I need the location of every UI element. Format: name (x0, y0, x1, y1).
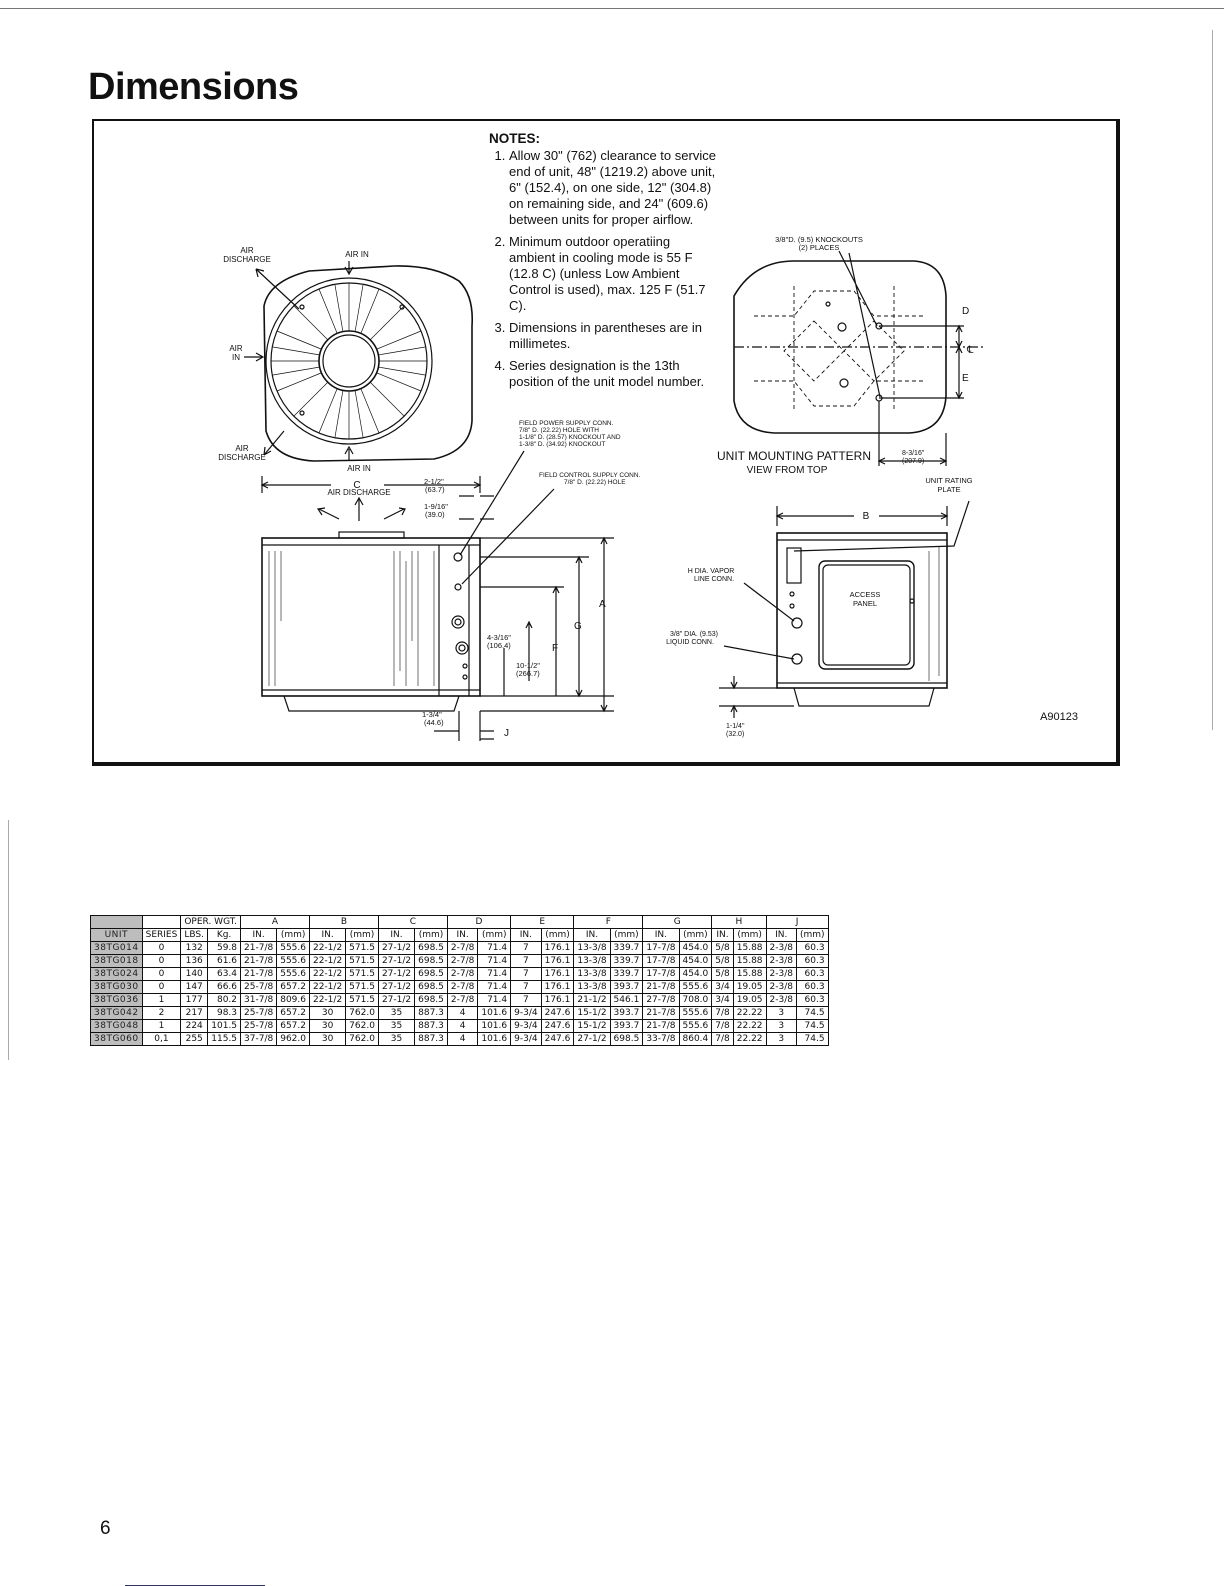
dimension-table (90, 915, 829, 1046)
table-cell: 454.0 (679, 955, 712, 968)
label-air-discharge-side: AIR DISCHARGE (327, 488, 391, 497)
unit-model-cell: 38TG018 (91, 955, 143, 968)
sub-header-cell: (mm) (610, 929, 643, 942)
table-cell: 13-3/8 (574, 942, 610, 955)
group-header-cell: H (712, 916, 766, 929)
note-item: 4. Series designation is the 13th position of the unit model number. (509, 358, 719, 390)
top-scan-rule (0, 8, 1224, 9)
table-cell: 9-3/4 (511, 1007, 541, 1020)
table-cell: 3/4 (712, 994, 733, 1007)
label-air-discharge-top: AIR DISCHARGE (223, 246, 271, 264)
table-cell: 74.5 (796, 1007, 828, 1020)
group-header-cell: G (643, 916, 712, 929)
table-cell: 17-7/8 (643, 968, 679, 981)
table-cell: 71.4 (478, 994, 511, 1007)
table-cell: 22.22 (733, 1020, 766, 1033)
table-cell: 60.3 (796, 955, 828, 968)
table-cell: 71.4 (478, 942, 511, 955)
table-cell: 176.1 (541, 942, 574, 955)
table-cell: 15.88 (733, 942, 766, 955)
table-cell: 74.5 (796, 1033, 828, 1046)
table-cell: 22-1/2 (309, 942, 345, 955)
group-header-row (91, 916, 829, 929)
label-air-in-top: AIR IN (345, 250, 369, 259)
label-field-power-supply: FIELD POWER SUPPLY CONN. 7/8" D. (22.22) HOLE WITH 1-1/8" D. (28.57) KNOCKOUT AND 1-3/8" D. (34.92) KNOCKOUT (519, 420, 621, 448)
table-cell: 136 (181, 955, 208, 968)
table-cell: 15-1/2 (574, 1007, 610, 1020)
table-cell: 13-3/8 (574, 968, 610, 981)
table-header (91, 916, 829, 942)
table-cell: 17-7/8 (643, 955, 679, 968)
group-header-cell: J (766, 916, 828, 929)
table-cell: 176.1 (541, 955, 574, 968)
table-cell: 887.3 (415, 1020, 448, 1033)
table-cell: 21-7/8 (241, 968, 277, 981)
table-cell: 555.6 (679, 981, 712, 994)
table-cell: 657.2 (277, 1007, 310, 1020)
table-cell: 27-1/2 (378, 981, 414, 994)
table-cell: 698.5 (415, 955, 448, 968)
sub-header-cell: UNIT (91, 929, 143, 942)
top-view-drawing (244, 261, 472, 461)
dim-4-3-16: 4-3/16" (106.4) (487, 633, 511, 650)
unit-model-cell: 38TG060 (91, 1033, 143, 1046)
table-cell: 762.0 (346, 1033, 379, 1046)
dim-e-label: E (962, 373, 969, 384)
table-cell: 2-3/8 (766, 955, 796, 968)
page-title: Dimensions (88, 66, 299, 108)
table-cell: 4 (447, 1033, 477, 1046)
dim-j-label: J (504, 728, 509, 739)
table-cell: 217 (181, 1007, 208, 1020)
group-header-cell: A (241, 916, 310, 929)
dim-f-label: F (552, 643, 559, 654)
table-cell: 15-1/2 (574, 1020, 610, 1033)
table-cell: 176.1 (541, 994, 574, 1007)
table-cell: 80.2 (208, 994, 241, 1007)
group-header-cell: F (574, 916, 643, 929)
sub-header-cell: (mm) (277, 929, 310, 942)
table-cell: 13-3/8 (574, 981, 610, 994)
table-cell: 147 (181, 981, 208, 994)
left-margin-mark (8, 820, 9, 1060)
table-cell: 4 (447, 1020, 477, 1033)
table-cell: 59.8 (208, 942, 241, 955)
note-item: 1. Allow 30" (762) clearance to service end of unit, 48" (1219.2) above unit, 6" (152.4), on one side, 12" (304.8) on remaining side, and 24" (609.6) between units for proper airflow. (509, 148, 719, 228)
sub-header-row (91, 929, 829, 942)
sub-header-cell: IN. (574, 929, 610, 942)
table-cell: 5/8 (712, 942, 733, 955)
table-cell: 247.6 (541, 1020, 574, 1033)
table-cell: 35 (378, 1007, 414, 1020)
label-knockouts: 3/8"D. (9.5) KNOCKOUTS (2) PLACES (775, 235, 863, 252)
table-cell: 27-1/2 (574, 1033, 610, 1046)
sub-header-cell: SERIES (142, 929, 181, 942)
table-cell: 115.5 (208, 1033, 241, 1046)
centerline-label: ℄ (967, 345, 974, 356)
table-cell: 21-7/8 (241, 955, 277, 968)
table-cell: 140 (181, 968, 208, 981)
sub-header-cell: (mm) (679, 929, 712, 942)
table-cell: 19.05 (733, 981, 766, 994)
mounting-pattern-drawing (734, 251, 984, 466)
table-cell: 7 (511, 994, 541, 1007)
table-cell: 657.2 (277, 981, 310, 994)
table-cell: 21-1/2 (574, 994, 610, 1007)
table-cell: 15.88 (733, 968, 766, 981)
unit-model-cell: 38TG048 (91, 1020, 143, 1033)
table-cell: 35 (378, 1020, 414, 1033)
sub-header-cell: IN. (511, 929, 541, 942)
table-cell: 247.6 (541, 1033, 574, 1046)
label-unit-rating-plate: UNIT RATING PLATE (925, 476, 973, 494)
group-header-cell: E (511, 916, 574, 929)
label-view-from-top: VIEW FROM TOP (746, 465, 828, 476)
table-cell: 27-1/2 (378, 955, 414, 968)
side-view-drawing (262, 498, 480, 711)
table-cell: 2-3/8 (766, 942, 796, 955)
table-cell: 393.7 (610, 981, 643, 994)
table-cell: 555.6 (277, 955, 310, 968)
table-body (91, 942, 829, 1046)
table-cell: 0 (142, 981, 181, 994)
label-vapor-line: H DIA. VAPOR LINE CONN. (687, 568, 735, 583)
table-cell: 571.5 (346, 955, 379, 968)
table-cell: 571.5 (346, 981, 379, 994)
table-cell: 546.1 (610, 994, 643, 1007)
note-item: 2. Minimum outdoor operatiing ambient in cooling mode is 55 F (12.8 C) (unless Low Ambient Control is used), max. 125 F (51.7 C). (509, 234, 719, 314)
table-cell: 25-7/8 (241, 981, 277, 994)
table-cell: 2-7/8 (447, 942, 477, 955)
table-cell: 7 (511, 942, 541, 955)
table-cell: 25-7/8 (241, 1007, 277, 1020)
table-cell: 393.7 (610, 1007, 643, 1020)
sub-header-cell: (mm) (796, 929, 828, 942)
table-cell: 101.6 (478, 1007, 511, 1020)
table-cell: 962.0 (277, 1033, 310, 1046)
notes-list (489, 148, 719, 390)
table-cell: 555.6 (679, 1020, 712, 1033)
table-cell: 98.3 (208, 1007, 241, 1020)
label-liquid-line: 3/8" DIA. (9.53) LIQUID CONN. (666, 631, 719, 646)
table-cell: 571.5 (346, 942, 379, 955)
table-cell: 27-1/2 (378, 968, 414, 981)
table-cell: 27-1/2 (378, 942, 414, 955)
table-cell: 555.6 (277, 942, 310, 955)
table-cell: 698.5 (415, 968, 448, 981)
group-header-cell: D (447, 916, 510, 929)
note-item: 3. Dimensions in parentheses are in millimetes. (509, 320, 719, 352)
table-cell: 2-7/8 (447, 955, 477, 968)
sub-header-cell: Kg. (208, 929, 241, 942)
table-cell: 393.7 (610, 1020, 643, 1033)
unit-model-cell: 38TG014 (91, 942, 143, 955)
table-cell: 19.05 (733, 994, 766, 1007)
right-margin-mark (1212, 30, 1213, 730)
table-cell: 9-3/4 (511, 1020, 541, 1033)
table-cell: 15.88 (733, 955, 766, 968)
table-row (91, 981, 829, 994)
table-cell: 698.5 (415, 981, 448, 994)
sub-header-cell: IN. (712, 929, 733, 942)
table-cell: 66.6 (208, 981, 241, 994)
table-cell: 31-7/8 (241, 994, 277, 1007)
table-cell: 30 (309, 1007, 345, 1020)
table-cell: 7/8 (712, 1007, 733, 1020)
dim-b-label: B (862, 511, 870, 522)
table-cell: 698.5 (415, 994, 448, 1007)
table-cell: 224 (181, 1020, 208, 1033)
table-cell: 2-3/8 (766, 968, 796, 981)
table-cell: 2-7/8 (447, 968, 477, 981)
sub-header-cell: (mm) (541, 929, 574, 942)
table-cell: 0 (142, 955, 181, 968)
table-cell: 2-7/8 (447, 994, 477, 1007)
table-cell: 22-1/2 (309, 955, 345, 968)
table-cell: 30 (309, 1033, 345, 1046)
sub-header-cell: IN. (309, 929, 345, 942)
table-cell: 101.6 (478, 1020, 511, 1033)
table-cell: 60.3 (796, 994, 828, 1007)
sub-header-cell: LBS. (181, 929, 208, 942)
table-cell: 0,1 (142, 1033, 181, 1046)
page-number: 6 (100, 1518, 111, 1539)
unit-model-cell: 38TG042 (91, 1007, 143, 1020)
table-cell: 63.4 (208, 968, 241, 981)
table-cell: 35 (378, 1033, 414, 1046)
dim-8-3-16: 8-3/16" (207.9) (902, 450, 925, 465)
table-cell: 3/4 (712, 981, 733, 994)
label-air-in-bottom: AIR IN (347, 464, 371, 473)
table-cell: 255 (181, 1033, 208, 1046)
table-cell: 571.5 (346, 994, 379, 1007)
sub-header-cell: (mm) (415, 929, 448, 942)
dim-1-9-16: 1-9/16" (39.0) (424, 502, 448, 519)
figure-id: A90123 (1040, 711, 1078, 723)
table-cell: 13-3/8 (574, 955, 610, 968)
label-field-control-supply: FIELD CONTROL SUPPLY CONN. 7/8" D. (22.22) HOLE (539, 472, 641, 486)
unit-model-cell: 38TG030 (91, 981, 143, 994)
notes-heading: NOTES: (489, 131, 541, 146)
table-cell: 7 (511, 968, 541, 981)
table-cell: 762.0 (346, 1020, 379, 1033)
dim-g-label: G (574, 621, 582, 632)
group-header-cell: OPER. WGT. (181, 916, 241, 929)
sub-header-cell: IN. (447, 929, 477, 942)
group-header-cell (91, 916, 143, 929)
table-row (91, 1020, 829, 1033)
table-cell: 22-1/2 (309, 981, 345, 994)
front-view-drawing (777, 533, 947, 706)
table-cell: 5/8 (712, 968, 733, 981)
table-row (91, 955, 829, 968)
dim-2-1-2: 2-1/2" (63.7) (424, 477, 445, 494)
table-cell: 1 (142, 1020, 181, 1033)
table-cell: 0 (142, 942, 181, 955)
table-cell: 809.6 (277, 994, 310, 1007)
table-cell: 698.5 (610, 1033, 643, 1046)
table-cell: 708.0 (679, 994, 712, 1007)
sub-header-cell: IN. (378, 929, 414, 942)
sub-header-cell: (mm) (733, 929, 766, 942)
label-air-discharge-bottom: AIR DISCHARGE (218, 444, 266, 462)
unit-model-cell: 38TG036 (91, 994, 143, 1007)
table-cell: 571.5 (346, 968, 379, 981)
table-cell: 7 (511, 955, 541, 968)
label-air-in-side: AIR IN (229, 344, 243, 362)
table-cell: 132 (181, 942, 208, 955)
table-cell: 454.0 (679, 968, 712, 981)
table-cell: 17-7/8 (643, 942, 679, 955)
table-cell: 887.3 (415, 1007, 448, 1020)
table-cell: 176.1 (541, 981, 574, 994)
group-header-cell (142, 916, 181, 929)
table-cell: 60.3 (796, 942, 828, 955)
table-cell: 71.4 (478, 968, 511, 981)
table-cell: 7/8 (712, 1020, 733, 1033)
table-row (91, 1007, 829, 1020)
table-cell: 3 (766, 1020, 796, 1033)
sub-header-cell: (mm) (478, 929, 511, 942)
group-header-cell: C (378, 916, 447, 929)
table-cell: 339.7 (610, 955, 643, 968)
table-row (91, 942, 829, 955)
table-cell: 698.5 (415, 942, 448, 955)
table-cell: 25-7/8 (241, 1020, 277, 1033)
table-cell: 5/8 (712, 955, 733, 968)
table-cell: 22-1/2 (309, 994, 345, 1007)
table-cell: 1 (142, 994, 181, 1007)
group-header-cell: B (309, 916, 378, 929)
table-cell: 4 (447, 1007, 477, 1020)
sub-header-cell: IN. (643, 929, 679, 942)
table-cell: 3 (766, 1007, 796, 1020)
figure-notes (489, 131, 719, 396)
table-cell: 2-3/8 (766, 981, 796, 994)
table-cell: 2-7/8 (447, 981, 477, 994)
sub-header-cell: (mm) (346, 929, 379, 942)
sub-header-cell: IN. (766, 929, 796, 942)
table-cell: 9-3/4 (511, 1033, 541, 1046)
table-row (91, 968, 829, 981)
table-cell: 61.6 (208, 955, 241, 968)
dimension-figure (92, 119, 1120, 766)
table-cell: 657.2 (277, 1020, 310, 1033)
dim-1-3-4: 1-3/4" (44.6) (422, 710, 444, 727)
table-cell: 887.3 (415, 1033, 448, 1046)
table-cell: 60.3 (796, 981, 828, 994)
table-cell: 454.0 (679, 942, 712, 955)
label-mounting-pattern: UNIT MOUNTING PATTERN (717, 449, 871, 463)
table-cell: 27-7/8 (643, 994, 679, 1007)
table-cell: 762.0 (346, 1007, 379, 1020)
table-cell: 3 (766, 1033, 796, 1046)
table-cell: 339.7 (610, 968, 643, 981)
table-row (91, 994, 829, 1007)
table-cell: 33-7/8 (643, 1033, 679, 1046)
table-cell: 555.6 (679, 1007, 712, 1020)
table-cell: 30 (309, 1020, 345, 1033)
table-cell: 0 (142, 968, 181, 981)
table-cell: 21-7/8 (643, 981, 679, 994)
table-cell: 22.22 (733, 1033, 766, 1046)
table-cell: 176.1 (541, 968, 574, 981)
table-cell: 7 (511, 981, 541, 994)
table-cell: 21-7/8 (643, 1007, 679, 1020)
table-cell: 27-1/2 (378, 994, 414, 1007)
dim-a-label: A (599, 599, 606, 610)
table-cell: 860.4 (679, 1033, 712, 1046)
table-cell: 21-7/8 (643, 1020, 679, 1033)
table-cell: 247.6 (541, 1007, 574, 1020)
table-cell: 60.3 (796, 968, 828, 981)
unit-model-cell: 38TG024 (91, 968, 143, 981)
table-cell: 101.6 (478, 1033, 511, 1046)
table-cell: 555.6 (277, 968, 310, 981)
table-cell: 71.4 (478, 981, 511, 994)
table-cell: 22.22 (733, 1007, 766, 1020)
dim-10-1-2: 10-1/2" (266.7) (516, 661, 540, 678)
table-row (91, 1033, 829, 1046)
table-cell: 74.5 (796, 1020, 828, 1033)
table-cell: 21-7/8 (241, 942, 277, 955)
table-cell: 339.7 (610, 942, 643, 955)
table-cell: 71.4 (478, 955, 511, 968)
sub-header-cell: IN. (241, 929, 277, 942)
label-access-panel: ACCESS PANEL (849, 590, 881, 608)
table-cell: 177 (181, 994, 208, 1007)
dim-d-label: D (962, 306, 970, 317)
table-cell: 2 (142, 1007, 181, 1020)
table-cell: 37-7/8 (241, 1033, 277, 1046)
table-cell: 2-3/8 (766, 994, 796, 1007)
table-cell: 101.5 (208, 1020, 241, 1033)
dim-1-1-4: 1-1/4" (32.0) (726, 723, 745, 738)
table-cell: 22-1/2 (309, 968, 345, 981)
dim-c-label: C (353, 480, 361, 491)
table-cell: 7/8 (712, 1033, 733, 1046)
